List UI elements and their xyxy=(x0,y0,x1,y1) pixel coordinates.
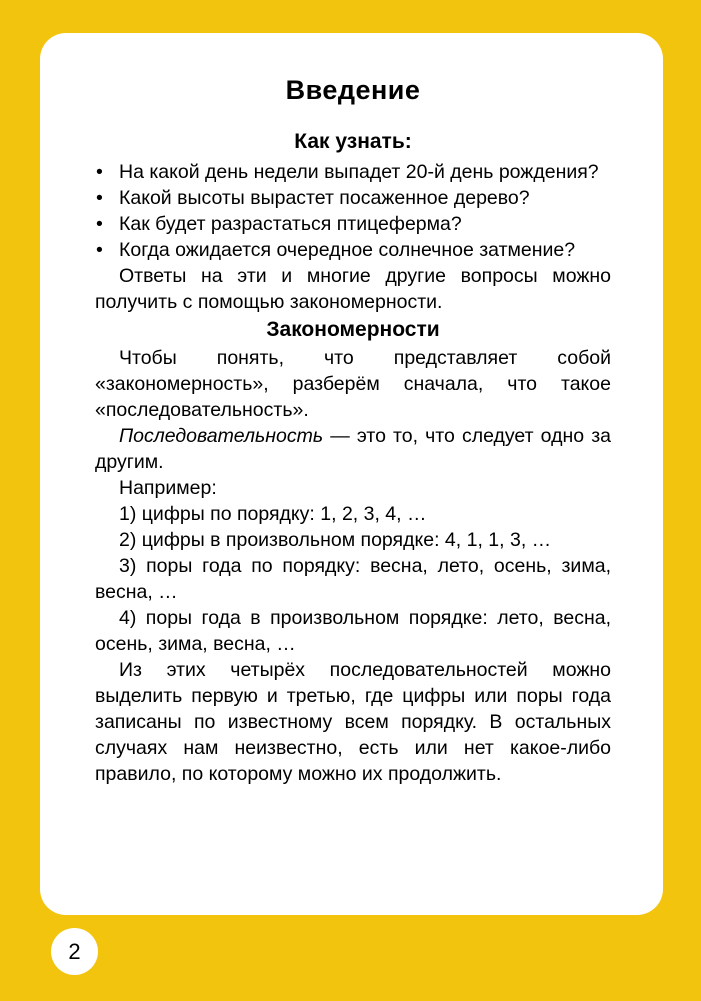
example-item: 4) поры года в произвольном порядке: лето, весна, осень, зима, весна, … xyxy=(95,607,611,655)
bullet-icon: • xyxy=(96,213,103,235)
list-item xyxy=(95,159,611,185)
bullet-icon: • xyxy=(96,161,103,183)
page-number: 2 xyxy=(68,938,81,964)
example-item: 3) поры года по порядку: весна, лето, осень, зима, весна, … xyxy=(95,555,611,603)
example-item: 1) цифры по порядку: 1, 2, 3, 4, … xyxy=(119,503,427,525)
list-item xyxy=(95,237,611,263)
content-card xyxy=(40,33,663,915)
definition-term: Последовательность xyxy=(119,425,324,447)
page-number-badge xyxy=(51,928,98,975)
bullet-icon: • xyxy=(96,239,103,261)
list-item xyxy=(95,211,611,237)
definition-paragraph xyxy=(95,423,611,475)
question-text: Когда ожидается очередное солнечное затмение? xyxy=(119,239,576,261)
answer-paragraph: Ответы на эти и многие другие вопросы можно получить с помощью закономерности. xyxy=(95,265,611,313)
example-item: 2) цифры в произвольном порядке: 4, 1, 1, 3, … xyxy=(119,529,552,551)
conclusion-paragraph: Из этих четырёх последовательностей можно выделить первую и третью, где цифры или поры года записаны по известному всем порядку. В остальных случаях нам неизвестно, есть или нет какое-либо правило, по которому можно их продолжить. xyxy=(95,659,611,785)
bullet-icon: • xyxy=(96,187,103,209)
section-heading-patterns: Закономерности xyxy=(266,318,440,341)
list-item xyxy=(95,185,611,211)
questions-list xyxy=(95,159,611,263)
patterns-intro-paragraph: Чтобы понять, что представляет собой «закономерность», разберём сначала, что такое «последовательность». xyxy=(95,347,611,421)
question-text: На какой день недели выпадет 20-й день рождения? xyxy=(119,161,599,183)
question-text: Как будет разрастаться птицеферма? xyxy=(119,213,462,235)
section-heading-how-to-know: Как узнать: xyxy=(294,130,412,153)
definition-rest: — это то, что следует одно за другим. xyxy=(95,425,611,473)
question-text: Какой высоты вырастет посаженное дерево? xyxy=(119,187,530,209)
page-title: Введение xyxy=(285,75,421,105)
example-label: Например: xyxy=(119,477,217,499)
